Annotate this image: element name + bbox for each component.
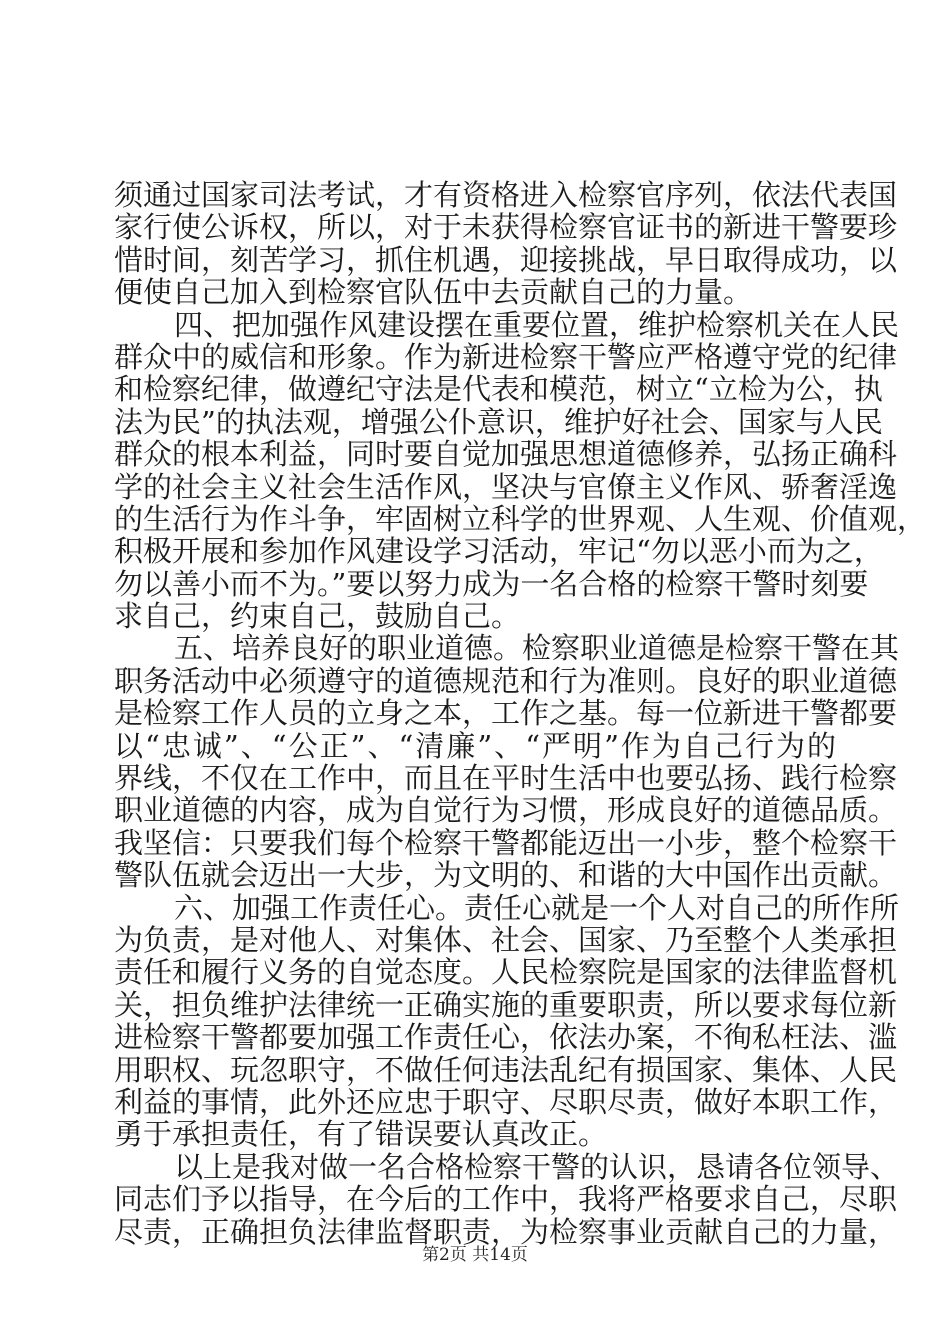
text-line: 的生活行为作斗争，牢固树立科学的世界观、人生观、价值观， [114, 501, 927, 536]
text-line: 学的社会主义社会生活作风，坚决与官僚主义作风、骄奢淫逸 [114, 469, 898, 504]
text-line: 同志们予以指导，在今后的工作中，我将严格要求自己，尽职 [114, 1182, 898, 1217]
text-line: 责任和履行义务的自觉态度。人民检察院是国家的法律监督机 [114, 955, 898, 990]
text-line: 警队伍就会迈出一大步，为文明的、和谐的大中国作出贡献。 [114, 858, 898, 893]
text-line: 勿以善小而不为。”要以努力成为一名合格的检察干警时刻要 [114, 566, 869, 601]
text-line: 职业道德的内容，成为自觉行为习惯，形成良好的道德品质。 [114, 793, 898, 828]
text-line: 四、把加强作风建设摆在重要位置，维护检察机关在人民 [174, 307, 900, 342]
text-line: 进检察干警都要加强工作责任心，依法办案，不徇私枉法、滥 [114, 1020, 898, 1055]
document-body [114, 178, 927, 1249]
paragraph-conclusion [114, 1149, 900, 1249]
text-line: 和检察纪律，做遵纪守法是代表和模范，树立“立检为公，执 [114, 372, 883, 407]
text-line: 我坚信：只要我们每个检察干警都能迈出一小步，整个检察干 [114, 825, 898, 860]
text-line: 以上是我对做一名合格检察干警的认识，恳请各位领导、 [174, 1149, 900, 1184]
text-line: 六、加强工作责任心。责任心就是一个人对自己的所作所 [174, 890, 900, 925]
page-footer: 第2页 共14页 [422, 1245, 528, 1265]
text-line: 利益的事情，此外还应忠于职守、尽职尽责，做好本职工作， [114, 1084, 898, 1119]
text-line: 关，担负维护法律统一正确实施的重要职责，所以要求每位新 [114, 987, 898, 1022]
text-line: 界线，不仅在工作中，而且在平时生活中也要弘扬、践行检察 [114, 761, 898, 796]
paragraph-five [114, 631, 900, 893]
text-line: 职务活动中必须遵守的道德规范和行为准则。良好的职业道德 [114, 663, 898, 698]
paragraph-six [114, 890, 900, 1152]
text-line: 是检察工作人员的立身之本，工作之基。每一位新进干警都要 [114, 696, 898, 731]
text-line: 便使自己加入到检察官队伍中去贡献自己的力量。 [114, 275, 753, 310]
text-line: 家行使公诉权，所以，对于未获得检察官证书的新进干警要珍 [114, 210, 898, 245]
text-line: 五、培养良好的职业道德。检察职业道德是检察干警在其 [174, 631, 900, 666]
text-line: 法为民”的执法观，增强公仆意识，维护好社会、国家与人民 [114, 404, 883, 439]
paragraph-continuation [114, 178, 898, 310]
text-line: 积极开展和参加作风建设学习活动，牢记“勿以恶小而为之， [114, 534, 883, 569]
text-line: 惜时间，刻苦学习，抓住机遇，迎接挑战，早日取得成功，以 [114, 242, 898, 277]
text-line: 为负责，是对他人、对集体、社会、国家、乃至整个人类承担 [114, 922, 898, 957]
paragraph-four [114, 307, 927, 634]
text-line: 用职权、玩忽职守，不做任何违法乱纪有损国家、集体、人民 [114, 1052, 898, 1087]
text-line: 求自己，约束自己，鼓励自己。 [114, 599, 521, 634]
text-line: 须通过国家司法考试，才有资格进入检察官序列，依法代表国 [114, 178, 898, 212]
text-line: 群众的根本利益，同时要自觉加强思想道德修养，弘扬正确科 [114, 437, 898, 472]
text-line: 勇于承担责任，有了错误要认真改正。 [114, 1117, 608, 1152]
text-line: 尽责，正确担负法律监督职责，为检察事业贡献自己的力量， [114, 1214, 898, 1249]
text-line: 群众中的威信和形象。作为新进检察干警应严格遵守党的纪律 [114, 339, 898, 374]
text-line: 以“忠诚”、“公正”、“清廉”、“严明”作为自己行为的 [114, 728, 836, 763]
